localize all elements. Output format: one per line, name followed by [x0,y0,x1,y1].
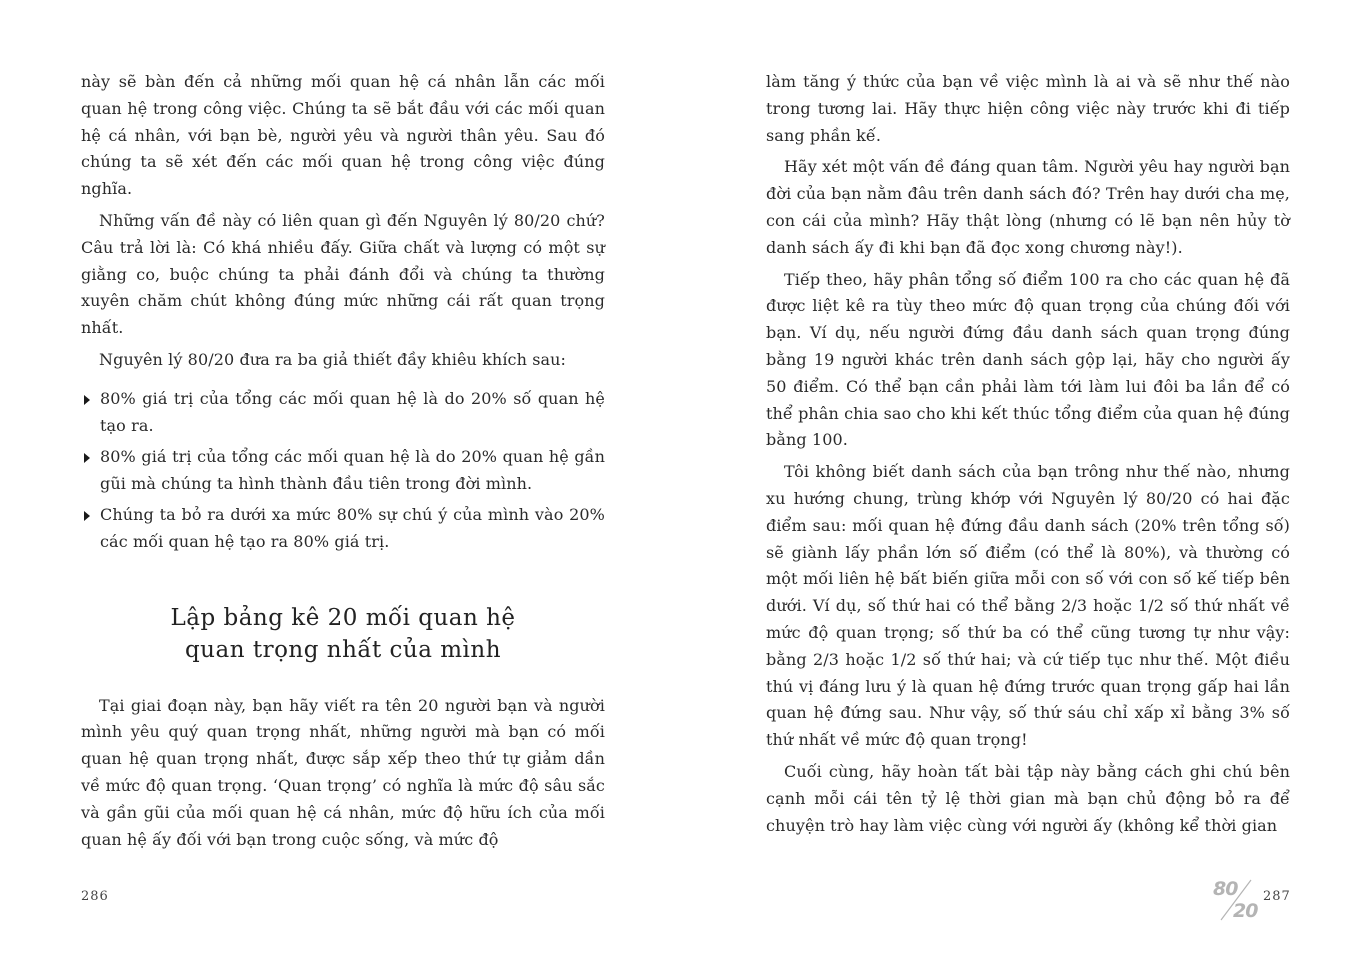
right-text-column [766,69,1290,844]
list-item-text: 80% giá trị của tổng các mối quan hệ là do 20% số quan hệ tạo ra. [100,388,605,435]
paragraph: Hãy xét một vấn đề đáng quan tâm. Người yêu hay người bạn đời của bạn nằm đâu trên danh sách đó? Trên hay dưới cha mẹ, con cái của mình? Hãy thật lòng (nhưng có lẽ bạn nên hủy tờ danh sách ấy đi khi bạn đã đọc xong chương này!). [766,157,1290,257]
paragraph: Tiếp theo, hãy phân tổng số điểm 100 ra cho các quan hệ đã được liệt kê ra tùy theo mức độ quan trọng của chúng đối với bạn. Ví dụ, nếu người đứng đầu danh sách quan trọng đúng bằng 19 người khác trên danh sách gộp lại, hãy cho người ấy 50 điểm. Có thể bạn cần phải làm tới làm lui đôi ba lần để có thể phân chia sao cho khi kết thúc tổng điểm của quan hệ đúng bằng 100. [766,269,1290,450]
paragraph: Tôi không biết danh sách của bạn trông như thế nào, nhưng xu hướng chung, trùng khớp với Nguyên lý 80/20 có hai đặc điểm sau: mối quan hệ đứng đầu danh sách (20% trên tổng số) sẽ giành lấy phần lớn số điểm (có thể là 80%), và thường có một mối liên hệ bất biến giữa mỗi con số với con số kế tiếp bên dưới. Ví dụ, số thứ hai có thể bằng 2/3 hoặc 1/2 số thứ nhất về mức độ quan trọng; số thứ ba có thể cũng tương tự như vậy: bằng 2/3 hoặc 1/2 số thứ hai; và cứ tiếp tục như thế. Một điều thú vị đáng lưu ý là quan hệ đứng trước quan trọng gấp hai lần quan hệ đứng sau. Như vậy, số thứ sáu chỉ xấp xỉ bằng 3% số thứ nhất về mức độ quan trọng! [766,462,1290,750]
logo-number-bottom: 20 [1233,900,1258,922]
page-number: 287 [1263,889,1291,904]
paragraph: Cuối cùng, hãy hoàn tất bài tập này bằng cách ghi chú bên cạnh mỗi cái tên tỷ lệ thời gian mà bạn chủ động bỏ ra để chuyện trò hay làm việc cùng với người ấy (không kể thời gian [766,761,1290,835]
triangle-bullet-icon [84,395,90,405]
list-item [81,444,605,498]
page-number: 286 [81,889,109,904]
assumption-list [81,386,605,556]
paragraph: này sẽ bàn đến cả những mối quan hệ cá nhân lẫn các mối quan hệ trong công việc. Chúng ta sẽ bắt đầu với các mối quan hệ cá nhân, với bạn bè, người yêu và người thân yêu. Sau đó chúng ta sẽ xét đến các mối quan hệ trong công việc đúng nghĩa. [81,72,605,199]
triangle-bullet-icon [84,453,90,463]
book-logo [1211,876,1263,924]
paragraph: Nguyên lý 80/20 đưa ra ba giả thiết đầy khiêu khích sau: [99,349,567,369]
section-heading [81,602,605,666]
paragraph: Những vấn đề này có liên quan gì đến Nguyên lý 80/20 chứ? Câu trả lời là: Có khá nhiều đấy. Giữa chất và lượng có một sự giằng co, buộc chúng ta phải đánh đổi và chúng ta thường xuyên chăm chút không đúng mức những cái rất quan trọng nhất. [81,210,605,338]
list-item-text: Chúng ta bỏ ra dưới xa mức 80% sự chú ý của mình vào 20% các mối quan hệ tạo ra 80% giá trị. [100,504,605,551]
section-heading-line: quan trọng nhất của mình [184,636,502,663]
paragraph: Tại giai đoạn này, bạn hãy viết ra tên 20 người bạn và người mình yêu quý quan trọng nhất, những người mà bạn có mối quan hệ quan trọng nhất, được sắp xếp theo thứ tự giảm dần về mức độ quan trọng. ‘Quan trọng’ có nghĩa là mức độ sâu sắc và gần gũi của mối quan hệ cá nhân, mức độ hữu ích của mối quan hệ ấy đối với bạn trong cuộc sống, và mức độ [81,695,605,849]
logo-number-top: 80 [1213,878,1238,900]
list-item [81,502,605,556]
list-item-text: 80% giá trị của tổng các mối quan hệ là do 20% quan hệ gần gũi mà chúng ta hình thành đầu tiên trong đời mình. [100,446,605,493]
list-item [81,386,605,440]
section-heading-line: Lập bảng kê 20 mối quan hệ [170,604,516,631]
paragraph: làm tăng ý thức của bạn về việc mình là ai và sẽ như thế nào trong tương lai. Hãy thực hiện công việc này trước khi đi tiếp sang phần kế. [766,72,1290,145]
left-text-column [81,69,605,858]
triangle-bullet-icon [84,511,90,521]
right-page [685,0,1370,969]
